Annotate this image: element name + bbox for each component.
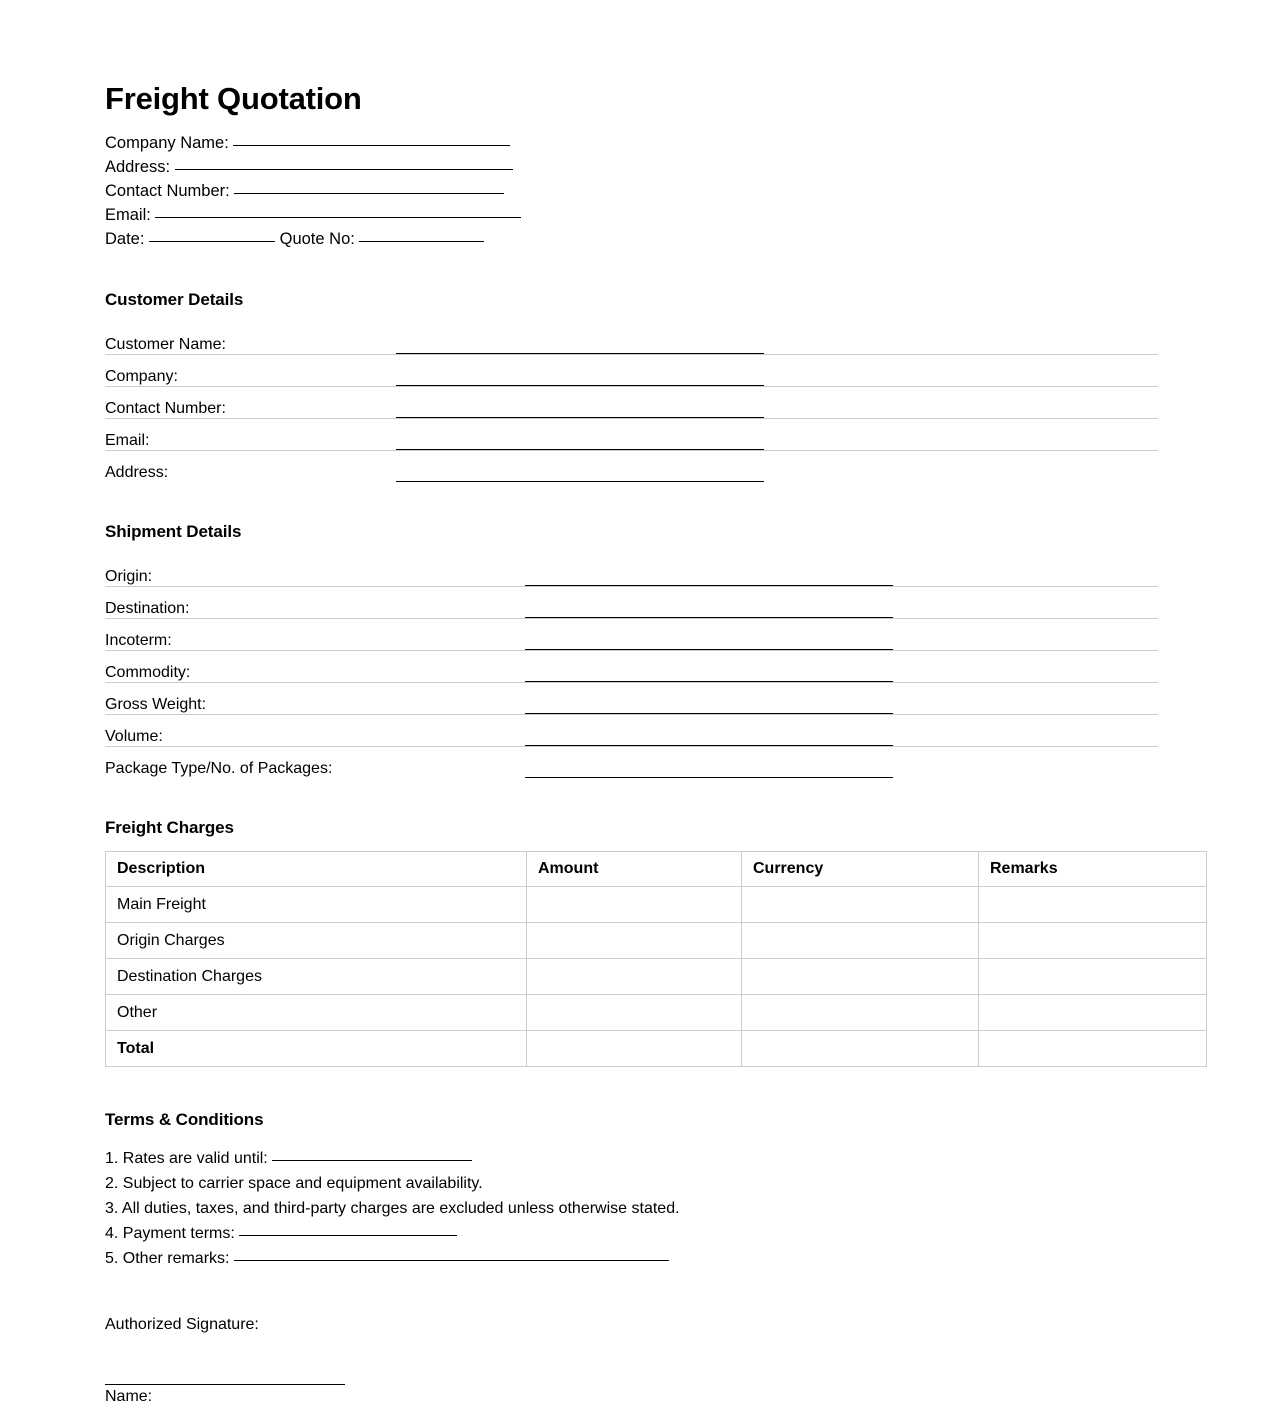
cell-remarks-destination-charges[interactable]: [979, 959, 1207, 995]
term-text-rates-valid-until: 1. Rates are valid until:: [105, 1150, 268, 1167]
freight-charges-table: [105, 851, 1207, 1067]
issuer-address-label: Address:: [105, 158, 171, 176]
table-row: [105, 419, 1158, 451]
cell-description-origin-charges: Origin Charges: [106, 923, 527, 959]
field-input-email[interactable]: [396, 419, 1158, 451]
term-text-other-remarks: 5. Other remarks:: [105, 1250, 230, 1267]
field-label-origin: Origin:: [105, 555, 525, 587]
cell-currency-total[interactable]: [742, 1031, 979, 1067]
list-item: [105, 1171, 1158, 1196]
issuer-company-name-input[interactable]: [233, 131, 510, 146]
page-title: Freight Quotation: [105, 81, 362, 116]
list-item: [105, 1146, 1158, 1171]
field-input-address[interactable]: [396, 451, 1158, 483]
signature-name-label: Name:: [105, 1388, 153, 1405]
table-row: [105, 651, 1158, 683]
field-label-email: Email:: [105, 419, 396, 451]
table-row: [106, 959, 1207, 995]
cell-amount-destination-charges[interactable]: [527, 959, 742, 995]
table-row: [106, 923, 1207, 959]
authorized-signature-label: Authorized Signature:: [105, 1316, 259, 1333]
table-row: [105, 715, 1158, 747]
field-input-customer-name[interactable]: [396, 323, 1158, 355]
field-input-gross-weight[interactable]: [525, 683, 1158, 715]
issuer-company-name-label: Company Name:: [105, 134, 229, 152]
cell-description-total: Total: [106, 1031, 527, 1067]
table-row: [105, 555, 1158, 587]
field-rule: [396, 481, 764, 482]
issuer-company-name-line: [105, 131, 1158, 155]
issuer-meta-block: [105, 131, 1158, 251]
field-label-destination: Destination:: [105, 587, 525, 619]
signature-block: [105, 1315, 1158, 1407]
date-quote-line: [105, 227, 1158, 251]
date-input[interactable]: [149, 227, 275, 242]
field-input-origin[interactable]: [525, 555, 1158, 587]
issuer-contact-number-label: Contact Number:: [105, 182, 230, 200]
table-row: [105, 323, 1158, 355]
field-input-destination[interactable]: [525, 587, 1158, 619]
column-header-description: Description: [106, 852, 527, 887]
table-row: [105, 683, 1158, 715]
term-text-duties-taxes: 3. All duties, taxes, and third-party charges are excluded unless otherwise stated.: [105, 1200, 680, 1217]
term-text-carrier-space: 2. Subject to carrier space and equipment availability.: [105, 1175, 483, 1192]
table-row: [105, 451, 1158, 483]
field-label-contact-number: Contact Number:: [105, 387, 396, 419]
term-input-other-remarks[interactable]: [234, 1246, 669, 1261]
table-row: [105, 355, 1158, 387]
cell-description-other: Other: [106, 995, 527, 1031]
section-heading-freight-charges: Freight Charges: [105, 818, 234, 837]
cell-currency-other[interactable]: [742, 995, 979, 1031]
cell-amount-main-freight[interactable]: [527, 887, 742, 923]
table-row: [105, 587, 1158, 619]
issuer-address-input[interactable]: [175, 155, 513, 170]
list-item: [105, 1221, 1158, 1246]
cell-currency-origin-charges[interactable]: [742, 923, 979, 959]
field-label-volume: Volume:: [105, 715, 525, 747]
issuer-email-input[interactable]: [155, 203, 521, 218]
field-input-volume[interactable]: [525, 715, 1158, 747]
field-rule: [525, 777, 893, 778]
list-item: [105, 1246, 1158, 1271]
field-label-package-type: Package Type/No. of Packages:: [105, 760, 333, 777]
issuer-address-line: [105, 155, 1158, 179]
table-row: [105, 387, 1158, 419]
issuer-contact-number-input[interactable]: [234, 179, 504, 194]
field-label-incoterm: Incoterm:: [105, 619, 525, 651]
field-label-commodity: Commodity:: [105, 651, 525, 683]
shipment-details-field-table: [105, 555, 1158, 778]
field-label-company: Company:: [105, 355, 396, 387]
section-heading-shipment-details: Shipment Details: [105, 522, 242, 541]
cell-amount-other[interactable]: [527, 995, 742, 1031]
cell-remarks-origin-charges[interactable]: [979, 923, 1207, 959]
customer-details-field-table: [105, 323, 1158, 482]
field-input-package-type[interactable]: [525, 747, 1158, 779]
quote-no-input[interactable]: [359, 227, 484, 242]
terms-conditions-list: [105, 1146, 1158, 1271]
section-heading-customer-details: Customer Details: [105, 290, 244, 309]
signature-input[interactable]: [105, 1384, 345, 1385]
field-label-address: Address:: [105, 464, 169, 481]
section-heading-terms-conditions: Terms & Conditions: [105, 1110, 264, 1129]
cell-description-main-freight: Main Freight: [106, 887, 527, 923]
column-header-amount: Amount: [527, 852, 742, 887]
field-label-gross-weight: Gross Weight:: [105, 683, 525, 715]
column-header-currency: Currency: [742, 852, 979, 887]
field-input-company[interactable]: [396, 355, 1158, 387]
cell-remarks-main-freight[interactable]: [979, 887, 1207, 923]
cell-remarks-other[interactable]: [979, 995, 1207, 1031]
table-row: [106, 887, 1207, 923]
table-row: [106, 995, 1207, 1031]
field-input-commodity[interactable]: [525, 651, 1158, 683]
issuer-email-label: Email:: [105, 206, 151, 224]
quote-no-label: Quote No:: [279, 230, 355, 248]
column-header-remarks: Remarks: [979, 852, 1207, 887]
issuer-email-line: [105, 203, 1158, 227]
cell-description-destination-charges: Destination Charges: [106, 959, 527, 995]
date-label: Date:: [105, 230, 145, 248]
list-item: [105, 1196, 1158, 1221]
cell-currency-destination-charges[interactable]: [742, 959, 979, 995]
cell-amount-total[interactable]: [527, 1031, 742, 1067]
field-input-contact-number[interactable]: [396, 387, 1158, 419]
table-row-total: [106, 1031, 1207, 1067]
field-label-customer-name: Customer Name:: [105, 323, 396, 355]
term-text-payment-terms: 4. Payment terms:: [105, 1225, 235, 1242]
term-input-payment-terms[interactable]: [239, 1221, 457, 1236]
term-input-rates-valid-until[interactable]: [272, 1146, 472, 1161]
issuer-contact-number-line: [105, 179, 1158, 203]
cell-remarks-total[interactable]: [979, 1031, 1207, 1067]
field-input-incoterm[interactable]: [525, 619, 1158, 651]
table-header-row: [106, 852, 1207, 887]
table-row: [105, 619, 1158, 651]
cell-amount-origin-charges[interactable]: [527, 923, 742, 959]
table-row: [105, 747, 1158, 779]
document-body: [105, 0, 1158, 1407]
cell-currency-main-freight[interactable]: [742, 887, 979, 923]
